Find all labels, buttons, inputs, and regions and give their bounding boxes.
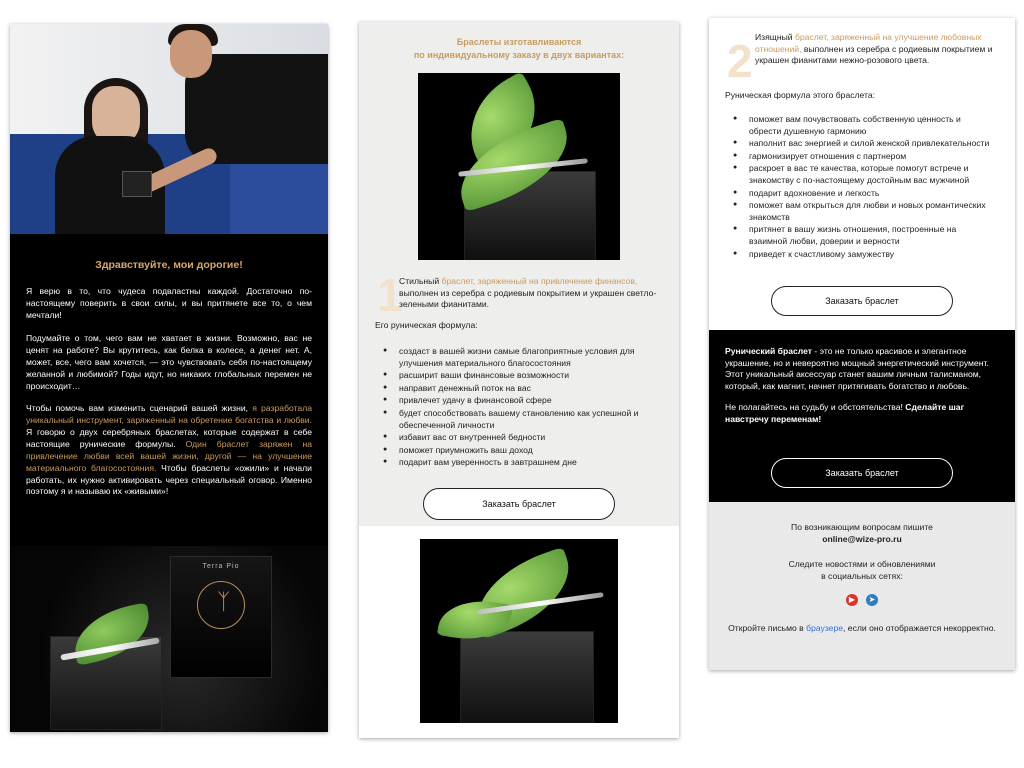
list-item: ● поможет вам открыться для любви и новых романтических знакомств [729,200,995,223]
list-item: ● приведет к счастливому замужеству [729,249,995,261]
contact-text: По возникающим вопросам пишите [791,522,933,532]
paragraph: Я верю в то, что чудеса подвластны каждой. Достаточно по-настоящему поверить в свои силы, и вы притянете все то, о чем мечтали! [26,286,312,321]
paragraph: Рунический браслет - это не только красивое и элегантное украшение, но и невероятно мощный энергетический инструмент. Этот уникальный аксессуар станет вашим личным талисманом, который, как магнит, начнет притягивать богатство и любовь. [725,346,989,391]
product-photo [10,546,328,732]
box-brand: Terra Pio [202,563,240,570]
list-item: ● поможет приумножить ваш доход [379,445,669,457]
order-bracelet-button[interactable]: Заказать браслет [771,458,953,488]
social-text: Следите новостями и обновлениями в социальных сетях: [788,559,936,581]
variant-intro: Изящный браслет, заряженный на улучшение любовных отношений, выполнен из серебра с родиевым покрытием и украшен фианитами нежно-розового цвета. [755,32,993,66]
email-panel-intro [10,24,328,732]
paragraph: Не полагайтесь на судьбу и обстоятельства! Сделайте шаг навстречу переменам! [725,402,965,424]
list-item: ● будет способствовать вашему становлению как успешной и обеспеченной личности [379,408,669,431]
browser-notice: Откройте письмо в браузере, если оно отображается некорректно. [728,623,996,633]
product-photo-finance [418,73,620,260]
list-item: ● подарит вдохновение и легкость [729,188,995,200]
variant-intro: Стильный браслет, заряженный на привлечение финансов, выполнен из серебра с родиевым покрытием и украшен светло-зелеными фианитами. [399,276,657,310]
order-bracelet-button[interactable]: Заказать браслет [771,286,953,316]
list-item: ● направит денежный поток на вас [379,383,669,395]
list-item: ● раскроет в вас те качества, которые помогут встрече и знакомству с по-настоящему достойным вас мужчиной [729,163,995,186]
telegram-icon[interactable]: ➤ [866,594,878,606]
list-item: ● создаст в вашей жизни самые благоприятные условия для улучшения материального благосостояния [379,346,669,369]
browser-link[interactable]: браузере [806,623,844,633]
variant-number: 2 [727,35,753,87]
formula-label: Руническая формула этого браслета: [725,90,876,100]
variant-number: 1 [377,269,403,321]
order-bracelet-button[interactable]: Заказать браслет [423,488,615,520]
email-panel-love [709,18,1015,670]
paragraph: Чтобы помочь вам изменить сценарий вашей жизни, я разработала уникальный инструмент, заряженный на обретение богатства и любви. Я говорю о двух серебряных браслетах, которые содержат в себе настоящие рунические формулы. Один браслет заряжен на привлечение любви всей вашей жизни, другой — на улучшение материального благосостояния. Чтобы браслеты «ожили» и начали работать, их нужно активировать через специальный оговор. Именно поэтому я и называю их «живыми»! [26,403,312,497]
list-item: ● притянет в вашу жизнь отношения, построенные на взаимной любви, доверии и верности [729,224,995,247]
list-item: ● поможет вам почувствовать собственную ценность и обрести душевную гармонию [729,114,995,137]
list-item: ● подарит вам уверенность в завтрашнем дне [379,457,669,469]
gift-box [122,171,152,197]
list-item: ● расширит ваши финансовые возможности [379,370,669,382]
list-item: ● наполнит вас энергией и силой женской привлекательности [729,138,995,150]
formula-label: Его руническая формула: [375,320,478,330]
contact-email[interactable]: online@wize-pro.ru [822,533,902,544]
social-icons [709,594,1015,606]
benefit-list [729,114,995,261]
benefit-list [379,346,669,470]
list-item: ● привлечет удачу в финансовой сфере [379,395,669,407]
variants-heading: Браслеты изготавливаются по индивидуальному заказу в двух вариантах: [413,37,625,61]
email-panel-finance [359,22,679,738]
youtube-icon[interactable]: ▶ [846,594,858,606]
footer [709,502,1015,670]
hero-photo [10,24,328,234]
list-item: ● гармонизирует отношения с партнером [729,151,995,163]
gift-box: Terra Pio ᛉ [170,556,272,678]
product-photo-love [420,539,618,723]
greeting-heading: Здравствуйте, мои дорогие! [95,259,243,271]
paragraph: Подумайте о том, чего вам не хватает в жизни. Возможно, вас не ценят на работе? Вы крутитесь, как белка в колесе, а денег нет. А, может, все, чего вам хочется, — это чувствовать себя по-настоящему желанной и любимой? Годы идут, но никаких глобальных перемен не происходит… [26,333,312,391]
list-item: ● избавит вас от внутренней бедности [379,432,669,444]
intro-text [10,234,328,509]
